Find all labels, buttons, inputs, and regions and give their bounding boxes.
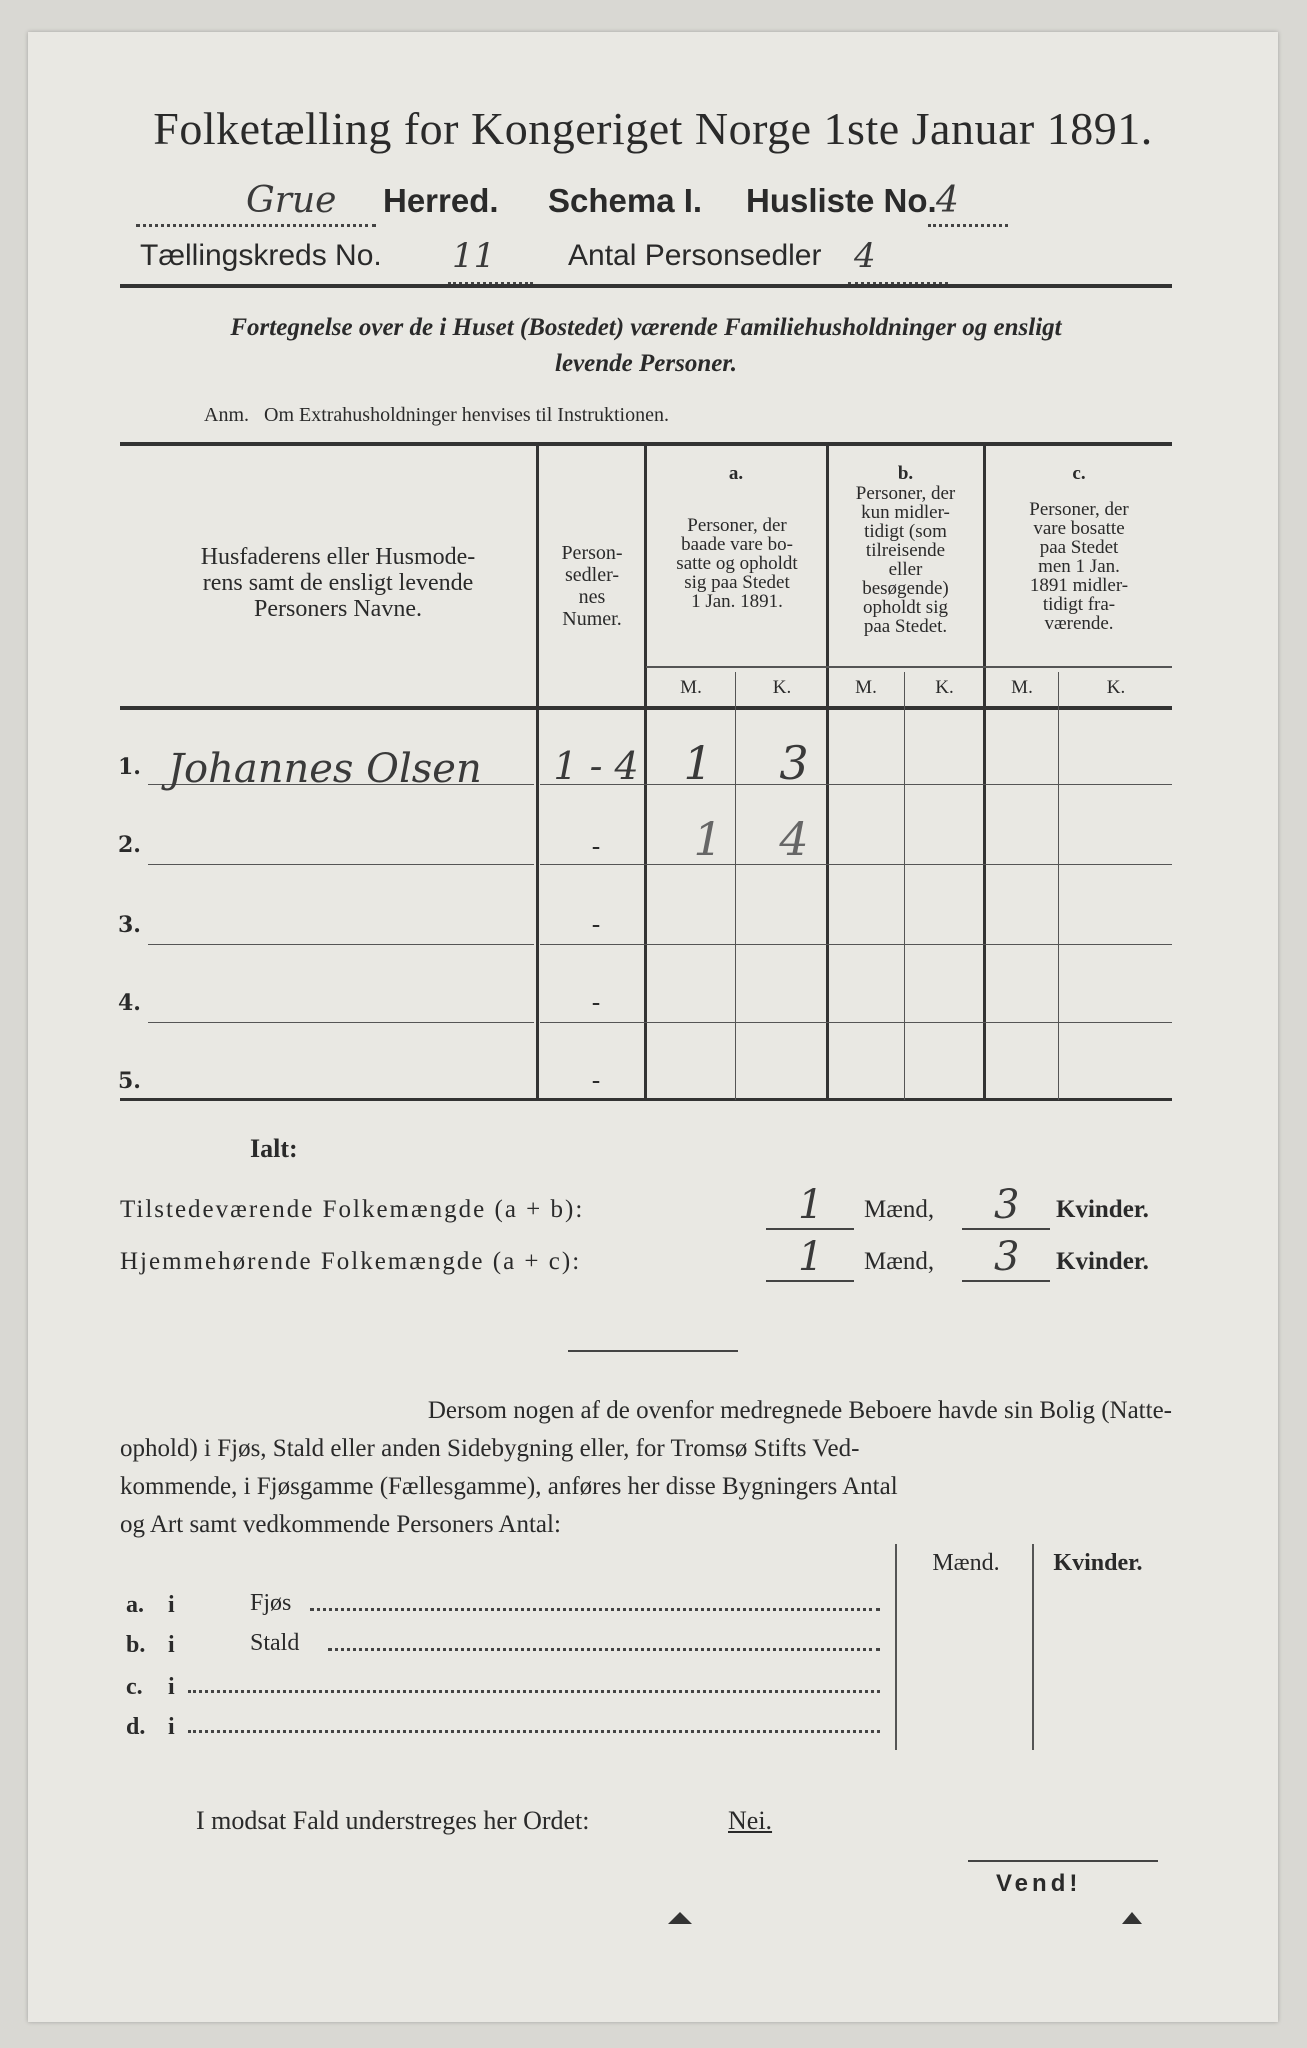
arrow-mark-icon (1122, 1912, 1142, 1924)
col-a-header-line: sig paa Stedet (684, 572, 790, 593)
herred-name-value: Grue (246, 180, 337, 221)
schema-label: Schema I. (548, 182, 703, 219)
col-num-header (540, 542, 644, 630)
col-a-header-line: baade vare bo- (681, 534, 793, 555)
col-divider-1 (536, 444, 539, 1100)
col-b-mk-divider (904, 672, 905, 1100)
col-c-header-line: vare bosatte (1033, 518, 1125, 539)
row-line (540, 864, 1172, 865)
col-a-header (648, 516, 826, 611)
col-name-header (148, 544, 528, 622)
col-b-header-line: besøgende) (862, 578, 949, 599)
col-c-letter: c. (1072, 463, 1086, 484)
building-item-label: Fjøs (250, 1590, 292, 1616)
mk-top-rule (646, 666, 1172, 668)
col-name-header-line: Husfaderens eller Husmode- (200, 544, 476, 570)
col-name-header-line: Personers Navne. (254, 596, 422, 622)
tilstede-kvinder: Kvinder. (1056, 1196, 1149, 1223)
building-item-letter: d. (126, 1714, 146, 1740)
col-b-header-line: eller (888, 559, 923, 580)
building-item-letter: b. (126, 1632, 146, 1658)
building-item-i: i (168, 1632, 175, 1658)
buildings-para-4: og Art samt vedkommende Personers Antal: (120, 1511, 561, 1538)
col-c-k-label: K. (1106, 677, 1126, 698)
col-c-header-line: men 1 Jan. (1038, 556, 1120, 577)
hjemme-maend: Mænd, (864, 1248, 935, 1275)
col-c-m-label: M. (1011, 677, 1033, 698)
antal-no-field (848, 236, 948, 285)
kreds-no-field (448, 236, 533, 285)
building-item-label: Stald (250, 1630, 300, 1656)
col-a-header-line: Personer, der (687, 515, 787, 536)
section-divider (568, 1350, 738, 1352)
col-c-header-line: Personer, der (1029, 499, 1129, 520)
buildings-col-divider-1 (895, 1544, 897, 1750)
building-item-i: i (168, 1674, 175, 1700)
herred-name-field (136, 180, 376, 227)
vend-label: Vend! (996, 1870, 1082, 1897)
row-number: 3. (118, 912, 141, 938)
hjemme-kvinder: Kvinder. (1056, 1248, 1149, 1275)
building-item-i: i (168, 1714, 175, 1740)
col-c-header (986, 500, 1172, 633)
row-name: Johannes Olsen (168, 746, 482, 792)
col-divider-2 (644, 444, 647, 1100)
row-sedler-num: - (591, 1066, 601, 1096)
col-c-header-line: paa Stedet (1039, 537, 1119, 558)
header-rule (120, 284, 1172, 288)
buildings-para-1: Dersom nogen af de ovenfor medregnede Beboere havde sin Bolig (Natte- (427, 1397, 1172, 1424)
row-sedler-num: - (591, 910, 601, 940)
col-a-header-line: satte og opholdt (676, 553, 798, 574)
row-line (540, 1022, 1172, 1023)
col-a-letter: a. (728, 463, 744, 484)
col-a-k-label: K. (772, 677, 792, 698)
intro-line-1: Fortegnelse over de i Huset (Bostedet) værende Familiehusholdninger og ensligt (230, 314, 1062, 341)
census-form-page (28, 32, 1278, 2022)
row-line (540, 944, 1172, 945)
col-b-header-line: tilreisende (865, 540, 946, 561)
row-sedler-num: - (591, 832, 601, 862)
row-number: 4. (118, 990, 141, 1016)
col-b-header (828, 484, 983, 636)
husliste-no-field (928, 180, 1008, 227)
buildings-para-2: ophold) i Fjøs, Stald eller anden Sidebygning eller, for Tromsø Stifts Ved- (120, 1435, 860, 1462)
buildings-kvinder-header: Kvinder. (1053, 1550, 1143, 1576)
buildings-maend-header: Mænd. (932, 1550, 1000, 1576)
row-line (148, 944, 534, 945)
col-c-mk-divider (1058, 672, 1059, 1100)
col-num-header-line: Numer. (562, 608, 622, 630)
col-b-k-label: K. (935, 677, 954, 698)
col-b-header-line: Personer, der (855, 483, 956, 504)
nei-word: Nei. (728, 1806, 773, 1835)
col-num-header-line: sedler- (564, 564, 619, 586)
row-line (148, 864, 534, 865)
anm-note: Anm. Om Extrahusholdninger henvises til Instruktionen. (204, 404, 669, 426)
herred-label: Herred. (383, 182, 499, 219)
building-item-dots (188, 1690, 880, 1693)
tilstede-maend: Mænd, (864, 1196, 935, 1223)
building-item-dots (188, 1730, 880, 1733)
col-a-header-line: 1 Jan. 1891. (691, 591, 783, 612)
modsat-text: I modsat Fald understreges her Ordet: (196, 1806, 590, 1835)
tilstede-label: Tilstedeværende Folkemængde (a + b): (120, 1196, 585, 1223)
col-b-letter: b. (897, 463, 914, 484)
row-number: 1. (118, 754, 141, 780)
arrow-mark-icon (668, 1912, 692, 1924)
row-a-m-value: 1 (693, 812, 723, 866)
col-b-m-label: M. (855, 677, 877, 698)
kreds-no-value: 11 (452, 236, 496, 276)
row-a-k-value: 3 (779, 736, 809, 790)
building-item-letter: c. (126, 1674, 143, 1700)
kreds-label: Tællingskreds No. (140, 239, 382, 272)
antal-label: Antal Personsedler (568, 239, 822, 272)
husliste-label: Husliste No. (746, 182, 937, 219)
hjemme-label: Hjemmehørende Folkemængde (a + c): (120, 1248, 582, 1275)
hjemme-k-value: 3 (994, 1234, 1020, 1280)
tilstede-k-value: 3 (994, 1182, 1020, 1228)
vend-rule (968, 1860, 1158, 1862)
tilstede-k-line (962, 1228, 1050, 1230)
tilstede-m-value: 1 (798, 1182, 824, 1228)
row-sedler-num: 1 - 4 (553, 744, 639, 788)
building-item-i: i (168, 1592, 175, 1618)
hjemme-m-line (766, 1280, 854, 1282)
col-b-header-line: kun midler- (861, 502, 950, 523)
col-c-header-line: tidigt fra- (1042, 594, 1116, 615)
ialt-label: Ialt: (250, 1134, 298, 1163)
col-a-mk-divider (735, 672, 736, 1100)
husliste-no-value: 4 (936, 180, 959, 221)
row-a-k-value: 4 (779, 812, 809, 866)
row-number: 5. (118, 1068, 141, 1094)
row-number: 2. (118, 832, 141, 858)
form-title: Folketælling for Kongeriget Norge 1ste Januar 1891. (153, 103, 1153, 154)
buildings-para-3: kommende, i Fjøsgamme (Fællesgamme), anføres her disse Bygningers Antal (120, 1473, 898, 1500)
intro-line-2: levende Personer. (555, 350, 737, 377)
col-c-header-line: værende. (1044, 613, 1114, 634)
building-item-dots (310, 1608, 880, 1611)
row-sedler-num: - (591, 988, 601, 1018)
col-num-header-line: Person- (561, 542, 623, 564)
hjemme-m-value: 1 (798, 1234, 824, 1280)
col-name-header-line: rens samt de ensligt levende (202, 570, 474, 596)
col-b-header-line: opholdt sig (863, 597, 948, 618)
buildings-col-divider-2 (1032, 1544, 1034, 1750)
row-line (148, 1022, 534, 1023)
col-num-header-line: nes (578, 586, 606, 608)
tilstede-m-line (766, 1228, 854, 1230)
row-a-m-value: 1 (683, 736, 713, 790)
col-c-header-line: 1891 midler- (1029, 575, 1129, 596)
col-b-header-line: tidigt (som (864, 521, 947, 542)
col-a-m-label: M. (680, 677, 702, 698)
hjemme-k-line (962, 1280, 1050, 1282)
antal-no-value: 4 (854, 236, 876, 276)
col-b-header-line: paa Stedet. (863, 616, 948, 637)
building-item-dots (328, 1648, 880, 1651)
building-item-letter: a. (126, 1592, 144, 1618)
